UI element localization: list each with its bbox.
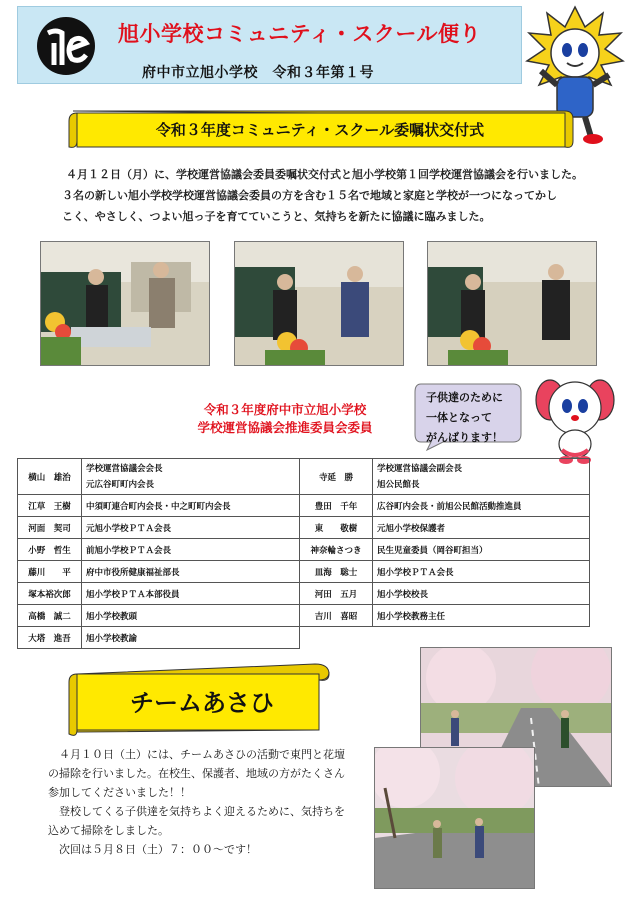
team-line-5: 込めて掃除をしました。 [48, 824, 169, 837]
speech-bubble-text [426, 388, 514, 448]
member-role: 旭小学校教務主任 [373, 605, 590, 627]
member-name: 高橋 誠二 [18, 605, 82, 627]
committee-heading-line-1: 令和３年度府中市立旭小学校 [203, 402, 367, 417]
ceremony-heading: 令和３年度コミュニティ・スクール委嘱状交付式 [155, 121, 485, 139]
bubble-line-2: 一体となって [426, 411, 492, 424]
member-role: 府中市役所健康福祉部長 [82, 561, 300, 583]
intro-paragraph [62, 164, 602, 227]
member-role-line: 学校運営協議会会長 [86, 463, 163, 474]
table-row [18, 627, 590, 649]
member-role-line: 学校運営協議会副会長 [377, 463, 463, 474]
member-name: 吉川 喜昭 [300, 605, 373, 627]
team-line-6: 次回は５月８日（土）７：００〜です！ [59, 843, 257, 856]
school-logo-icon [36, 15, 96, 77]
table-row [18, 561, 590, 583]
member-name: 豊田 千年 [300, 495, 373, 517]
member-role: 旭小学校教頭 [82, 605, 300, 627]
member-name: 皿海 聡士 [300, 561, 373, 583]
member-role-line: 元広谷町町内会長 [86, 479, 155, 490]
team-asahi-paragraph [48, 745, 368, 859]
empty-cell [300, 627, 373, 649]
member-name: 横山 雄治 [18, 459, 82, 495]
empty-cell [373, 627, 590, 649]
team-asahi-heading: チームあさひ [130, 689, 274, 717]
intro-line-1: ４月１２日（月）に、学校運営協議会委員委嘱状交付式と旭小学校第１回学校運営協議会を行いました。 [66, 168, 583, 181]
member-role: 元旭小学校保護者 [373, 517, 590, 539]
intro-line-3: こく、やさしく、つよい旭っ子を育てていこうと、気持ちを新たに協議に臨みました。 [62, 210, 491, 223]
page-title: 旭小学校コミュニティ・スクール便り [118, 22, 481, 46]
member-role-line: 旭公民館長 [377, 479, 420, 490]
member-role [82, 459, 300, 495]
cleanup-photo-2 [374, 747, 535, 889]
table-row [18, 459, 590, 495]
ceremony-photo-1 [40, 241, 210, 366]
table-row [18, 583, 590, 605]
table-row [18, 495, 590, 517]
member-name: 神奈輪さつき [300, 539, 373, 561]
member-name: 藤川 平 [18, 561, 82, 583]
table-row [18, 539, 590, 561]
member-name: 江草 王樹 [18, 495, 82, 517]
member-role: 旭小学校ＰＴＡ会長 [373, 561, 590, 583]
member-name: 小野 哲生 [18, 539, 82, 561]
member-role: 前旭小学校ＰＴＡ会長 [82, 539, 300, 561]
member-role: 民生児童委員（岡谷町担当） [373, 539, 590, 561]
team-line-4: 登校してくる子供達を気持ちよく迎えるために、気持ちを [59, 805, 345, 818]
member-role: 旭小学校校長 [373, 583, 590, 605]
ceremony-photo-2 [234, 241, 404, 366]
committee-heading-line-2: 学校運営協議会推進委員会委員 [197, 420, 373, 435]
member-name: 河面 契司 [18, 517, 82, 539]
member-name: 東 敬樹 [300, 517, 373, 539]
member-role: 旭小学校教諭 [82, 627, 300, 649]
ceremony-photo-3 [427, 241, 597, 366]
member-role [373, 459, 590, 495]
member-name: 寺延 勝 [300, 459, 373, 495]
team-line-3: 参加してくださいました！！ [48, 786, 191, 799]
bubble-line-3: がんばります！ [426, 431, 503, 444]
issue-subtitle: 府中市立旭小学校 令和３年第１号 [142, 65, 374, 81]
member-role: 元旭小学校ＰＴＡ会長 [82, 517, 300, 539]
table-row [18, 517, 590, 539]
member-name: 塚本裕次郎 [18, 583, 82, 605]
bubble-line-1: 子供達のために [426, 391, 503, 404]
committee-heading [170, 401, 400, 437]
member-name: 河田 五月 [300, 583, 373, 605]
team-line-2: の掃除を行いました。在校生、保護者、地域の方がたくさん [48, 767, 345, 780]
member-role: 旭小学校ＰＴＡ本部役員 [82, 583, 300, 605]
member-name: 大塔 進吾 [18, 627, 82, 649]
member-role: 広谷町内会長・前旭公民館活動推進員 [373, 495, 590, 517]
team-line-1: ４月１０日（土）には、チームあさひの活動で東門と花壇 [59, 748, 345, 761]
members-table [17, 458, 590, 649]
table-row [18, 605, 590, 627]
intro-line-2: ３名の新しい旭小学校学校運営協議会委員の方を含む１５名で地域と家庭と学校が一つになってかし [62, 189, 557, 202]
dog-mascot-icon [530, 370, 620, 465]
member-role: 中須町連合町内会長・中之町町内会長 [82, 495, 300, 517]
